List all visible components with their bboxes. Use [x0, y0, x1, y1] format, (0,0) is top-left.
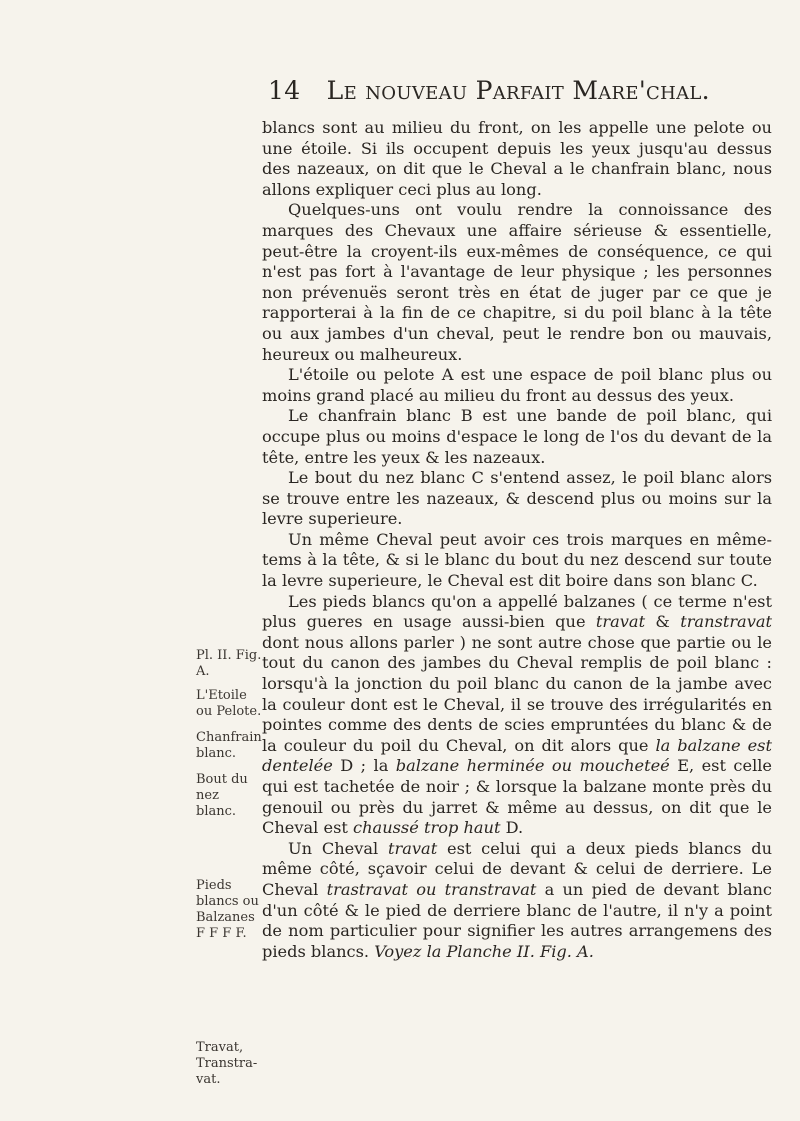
text-run: &: [645, 612, 681, 632]
text-run: Un Cheval: [288, 838, 389, 858]
paragraph-balzanes: [262, 592, 772, 839]
page-number: 14: [268, 76, 301, 105]
margin-note-pieds-blancs: Pieds blancs ou Balzanes F F F F.: [196, 878, 259, 941]
term-travat: travat: [595, 612, 646, 632]
paragraph: blancs sont au milieu du front, on les appelle une pelote ou une étoile. Si ils occupent depuis les yeux jusqu'au dessus des nazeaux, on dit que le Cheval a le chanfrain blanc, nous allons expliquer ceci plus au long.: [262, 118, 772, 199]
paragraph-travat: [262, 839, 772, 963]
text-run: est celui qui a deux pieds blancs du même côté, sçavoir celui de devant & celui de derriere. Le Cheval: [262, 838, 772, 899]
paragraph: Le bout du nez blanc C s'entend assez, le poil blanc alors se trouve entre les nazeaux, & descend plus ou moins sur la levre superieure.: [262, 468, 772, 529]
margin-note-fig: Pl. II. Fig. A.: [196, 648, 262, 679]
term-chausse: chaussé trop haut: [353, 818, 501, 838]
margin-note-etoile: L'Etoile ou Pelote.: [196, 688, 262, 719]
paragraph: Quelques-uns ont voulu rendre la connoissance des marques des Chevaux une affaire sérieuse & essentielle, peut-être la croyent-ils eux-mêmes de conséquence, ce qui n'est pas fort à l'avantage de leur physique ; les personnes non prévenuës seront très en état de juger par ce que je rapporterai à la fin de ce chapitre, si du poil blanc à la tête ou aux jambes d'un cheval, peut le rendre bon ou mauvais, heureux ou malheureux.: [262, 200, 772, 364]
running-title: Le nouveau Parfait Mare'chal.: [326, 76, 710, 105]
body-text: [262, 118, 772, 962]
text-run: D.: [500, 818, 524, 838]
margin-note-travat: Travat, Transtra-vat.: [196, 1040, 258, 1087]
text-run: a un pied de devant blanc d'un côté & le pied de derriere blanc de l'autre, il n'y a point de nom particulier pour signifier les autres arrangemens des pieds blancs.: [262, 879, 772, 961]
term-trastravat: trastravat ou transtravat: [326, 879, 537, 899]
margin-note-bout-du-nez: Bout du nez blanc.: [196, 772, 248, 819]
paragraph: Le chanfrain blanc B est une bande de poil blanc, qui occupe plus ou moins d'espace le long de l'os du devant de la tête, entre les yeux & les nazeaux.: [262, 406, 772, 467]
margin-note-chanfrain: Chanfrain blanc.: [196, 730, 262, 761]
term-travat: travat: [388, 838, 438, 858]
paragraph: L'étoile ou pelote A est une espace de poil blanc plus ou moins grand placé au milieu du front au dessus des yeux.: [262, 365, 772, 405]
text-run: dont nous allons parler ) ne sont autre chose que partie ou le tout du canon des jambes du Cheval remplis de poil blanc : lorsqu'à la jonction du poil blanc du canon de la jambe avec la couleur dont est le Cheval, il se trouve des irrégularités en pointes comme des dents de scies empruntées du blanc & de la couleur du poil du Cheval, on dit alors que: [262, 632, 772, 755]
paragraph: Un même Cheval peut avoir ces trois marques en même-tems à la tête, & si le blanc du bout du nez descend sur toute la levre superieure, le Cheval est dit boire dans son blanc C.: [262, 529, 772, 591]
term-transtravat: transtravat: [680, 612, 773, 632]
term-herminee: balzane herminée ou moucheteé: [395, 756, 670, 776]
reference-voyez: Voyez la Planche II. Fig. A.: [374, 941, 594, 961]
text-run: D ; la: [332, 756, 396, 776]
term-dentelee: la balzane est dentelée: [262, 735, 772, 776]
text-run: Les pieds blancs qu'on a appellé balzanes ( ce terme n'est plus gueres en usage aussi-bien que: [262, 591, 772, 632]
running-header: [268, 76, 798, 105]
text-run: E, est celle qui est tachetée de noir ; & lorsque la balzane monte près du genouil ou près du jarret & même au dessus, on dit que le Cheval est: [262, 756, 773, 838]
